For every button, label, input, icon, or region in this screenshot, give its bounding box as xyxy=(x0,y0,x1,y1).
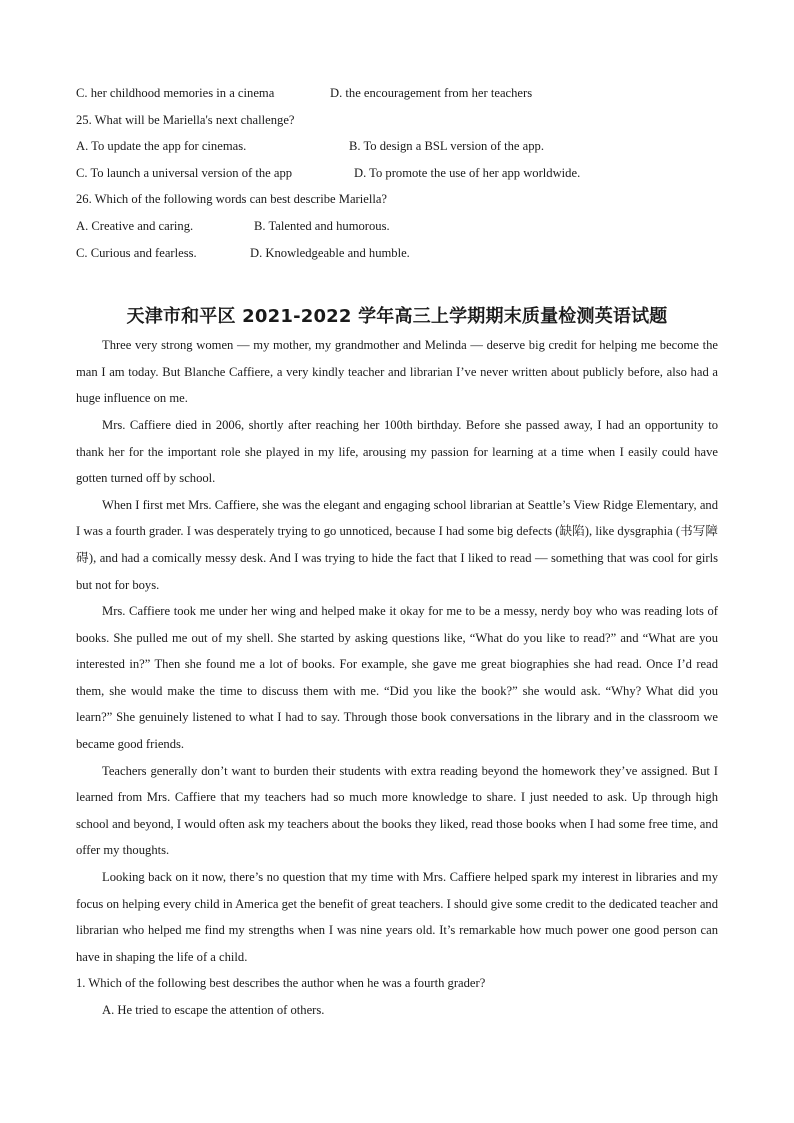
q26-option-c: C. Curious and fearless. xyxy=(76,245,197,260)
question-1-option-a: A. He tried to escape the attention of others. xyxy=(102,1003,325,1017)
q24-options-row xyxy=(76,80,718,107)
q25-option-c: C. To launch a universal version of the app xyxy=(76,165,293,180)
exam-page xyxy=(76,80,718,1024)
q25-stem: 25. What will be Mariella's next challenge? xyxy=(76,112,295,127)
passage-paragraph-4: Mrs. Caffiere took me under her wing and helped make it okay for me to be a messy, nerdy boy who was reading lots of books. She pulled me out of my shell. She started by asking questions like, “What do you like to read?” and “What are you interested in?” Then she found me a lot of books. For example, she gave me great biographies she had read. Once I’d read them, she would make the time to discuss them with me. “Did you like the book?” she would ask. “Why? What did you learn?” She genuinely listened to what I had to say. Through those book conversations in the library and in the classroom we became good friends. xyxy=(76,604,718,752)
q26-options-row-2 xyxy=(76,240,718,267)
q24-option-c: C. her childhood memories in a cinema xyxy=(76,86,275,100)
passage-paragraph-6: Looking back on it now, there’s no question that my time with Mrs. Caffiere helped spark my interest in libraries and my focus on helping every child in America get the benefit of great teachers. I should give some credit to the dedicated teacher and librarian who helped me find my strengths when I was nine years old. It’s remarkable how much power one good person can have in shaping the life of a child. xyxy=(76,870,718,964)
q26-options-row-1 xyxy=(76,213,718,240)
passage-paragraph-2: Mrs. Caffiere died in 2006, shortly after reaching her 100th birthday. Before she passed away, I had an opportunity to thank her for the important role she played in my life, arousing my passion for learning at a time when I easily could have gotten turned off by school. xyxy=(76,417,718,486)
q25-option-b: B. To design a BSL version of the app. xyxy=(349,139,544,154)
passage-paragraph-1: Three very strong women — my mother, my grandmother and Melinda — deserve big credit for helping me become the man I am today. But Blanche Caffiere, a very kindly teacher and librarian I’ve never written about publicly before, also had a huge influence on me. xyxy=(76,338,718,406)
q26-option-a: A. Creative and caring. xyxy=(76,218,194,233)
q25-options-row-2 xyxy=(76,160,718,187)
question-1-stem: 1. Which of the following best describes the author when he was a fourth grader? xyxy=(76,976,486,991)
q26-stem: 26. Which of the following words can best describe Mariella? xyxy=(76,192,388,207)
q25-options-row-1 xyxy=(76,133,718,160)
q25-option-d: D. To promote the use of her app worldwide. xyxy=(354,165,581,180)
q24-option-d: D. the encouragement from her teachers xyxy=(330,86,533,100)
section-title: 天津市和平区 2021-2022 学年高三上学期期末质量检测英语试题 xyxy=(126,306,668,328)
q26-option-b: B. Talented and humorous. xyxy=(254,218,390,233)
q25-option-a: A. To update the app for cinemas. xyxy=(76,139,247,154)
passage-paragraph-5: Teachers generally don’t want to burden their students with extra reading beyond the homework they’ve assigned. But I learned from Mrs. Caffiere that my teachers had so much more knowledge to share. I just needed to ask. Up through high school and beyond, I would often ask my teachers about the books they liked, read those books when I had some free time, and offer my thoughts. xyxy=(76,763,718,858)
q26-option-d: D. Knowledgeable and humble. xyxy=(250,245,410,260)
passage-paragraph-3: When I first met Mrs. Caffiere, she was the elegant and engaging school librarian at Seattle’s View Ridge Elementary, and I was a fourth grader. I was desperately trying to go unnoticed, because I had some big defects (缺陷), like dysgraphia (书写障碍), and had a comically messy desk. And I was trying to hide the fact that I liked to read — something that was cool for girls but not for boys. xyxy=(76,497,718,592)
